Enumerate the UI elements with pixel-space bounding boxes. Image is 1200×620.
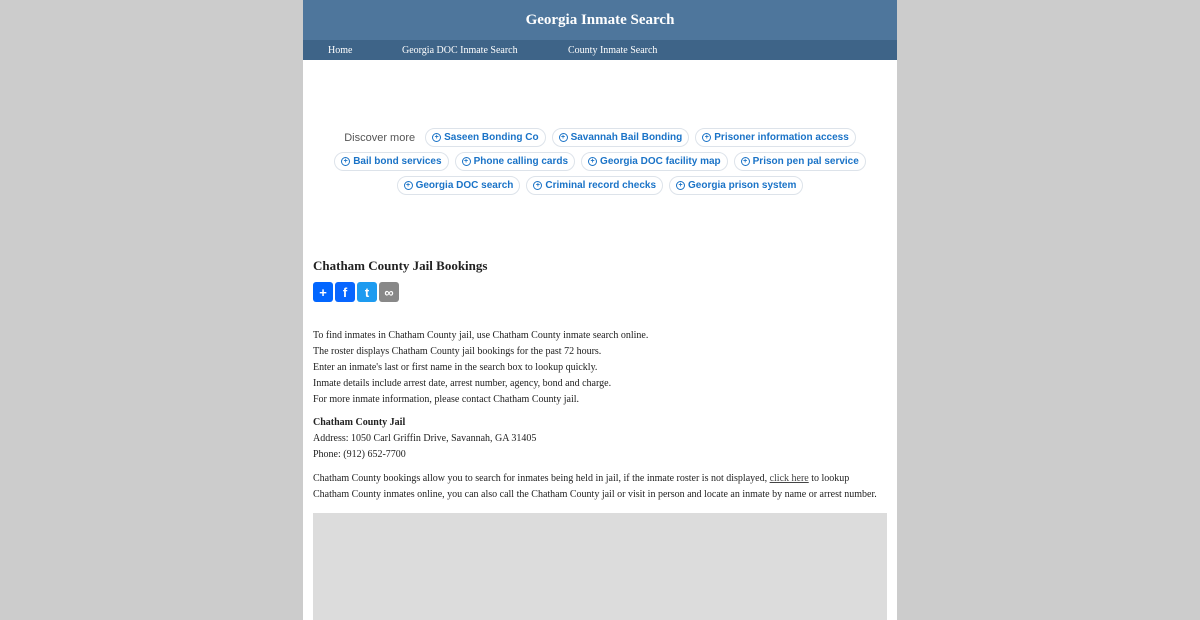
plus-circle-icon: +	[341, 157, 350, 166]
plus-circle-icon: +	[702, 133, 711, 142]
nav-bar	[303, 40, 897, 60]
page-title: Chatham County Jail Bookings	[313, 258, 488, 273]
share-plus-button[interactable]	[313, 282, 333, 302]
facebook-icon: f	[342, 284, 348, 300]
share-copy-link-button[interactable]	[379, 282, 399, 302]
plus-circle-icon: +	[676, 181, 685, 190]
plus-circle-icon: +	[559, 133, 568, 142]
nav-georgia-doc-inmate-search[interactable]: Georgia DOC Inmate Search	[402, 44, 518, 56]
chip-phone-cards[interactable]: + Phone calling cards	[455, 152, 575, 171]
chip-prisoner-info[interactable]: + Prisoner information access	[695, 128, 856, 147]
plus-circle-icon: +	[533, 181, 542, 190]
chip-doc-search[interactable]: + Georgia DOC search	[397, 176, 521, 195]
jail-address: Address: 1050 Carl Griffin Drive, Savannah, GA 31405	[313, 433, 537, 444]
chip-bail-bond[interactable]: + Bail bond services	[334, 152, 448, 171]
inmate-roster-frame[interactable]	[313, 513, 887, 620]
share-facebook-button[interactable]	[335, 282, 355, 302]
discover-more	[303, 128, 897, 199]
plus-circle-icon: +	[462, 157, 471, 166]
jail-name: Chatham County Jail	[313, 417, 406, 428]
nav-county-inmate-search[interactable]: County Inmate Search	[568, 44, 658, 56]
main-content	[313, 258, 887, 503]
discover-label: Discover more	[344, 131, 416, 144]
chip-doc-facility-map[interactable]: + Georgia DOC facility map	[581, 152, 728, 171]
chip-prison-system[interactable]: + Georgia prison system	[669, 176, 803, 195]
twitter-icon: t	[364, 284, 370, 300]
plus-circle-icon: +	[404, 181, 413, 190]
nav-home[interactable]: Home	[328, 44, 353, 56]
plus-circle-icon: +	[432, 133, 441, 142]
jail-phone: Phone: (912) 652-7700	[313, 449, 406, 460]
site-header	[303, 0, 897, 40]
intro-text: To find inmates in Chatham County jail, use Chatham County inmate search online. The roster displays Chatham County jail bookings for the past 72 hours. Enter an inmate's last or first name in the search box to lookup quickly. Inmate details include arrest date, arrest number, agency, bond and charge. For more inmate information, please contact Chatham County jail.	[313, 330, 649, 405]
plus-circle-icon: +	[741, 157, 750, 166]
plus-icon: +	[319, 284, 327, 300]
plus-circle-icon: +	[588, 157, 597, 166]
bookings-paragraph: Chatham County bookings allow you to search for inmates being held in jail, if the inmate roster is not displayed, click here to lookup Chatham County inmates online, you can also call the Chatham County jail or visit in person and locate an inmate by name or arrest number.	[313, 473, 877, 500]
copy-link-icon: ∞	[384, 284, 394, 300]
site-title: Georgia Inmate Search	[525, 11, 675, 28]
click-here-link[interactable]: click here	[769, 473, 809, 484]
share-twitter-button[interactable]	[357, 282, 377, 302]
chip-pen-pal[interactable]: + Prison pen pal service	[734, 152, 866, 171]
chip-saseen-bonding[interactable]: + Saseen Bonding Co	[425, 128, 545, 147]
jail-info	[313, 415, 887, 463]
chip-criminal-record[interactable]: + Criminal record checks	[526, 176, 663, 195]
share-buttons	[313, 282, 887, 302]
chip-savannah-bail[interactable]: + Savannah Bail Bonding	[552, 128, 690, 147]
page	[303, 0, 897, 620]
